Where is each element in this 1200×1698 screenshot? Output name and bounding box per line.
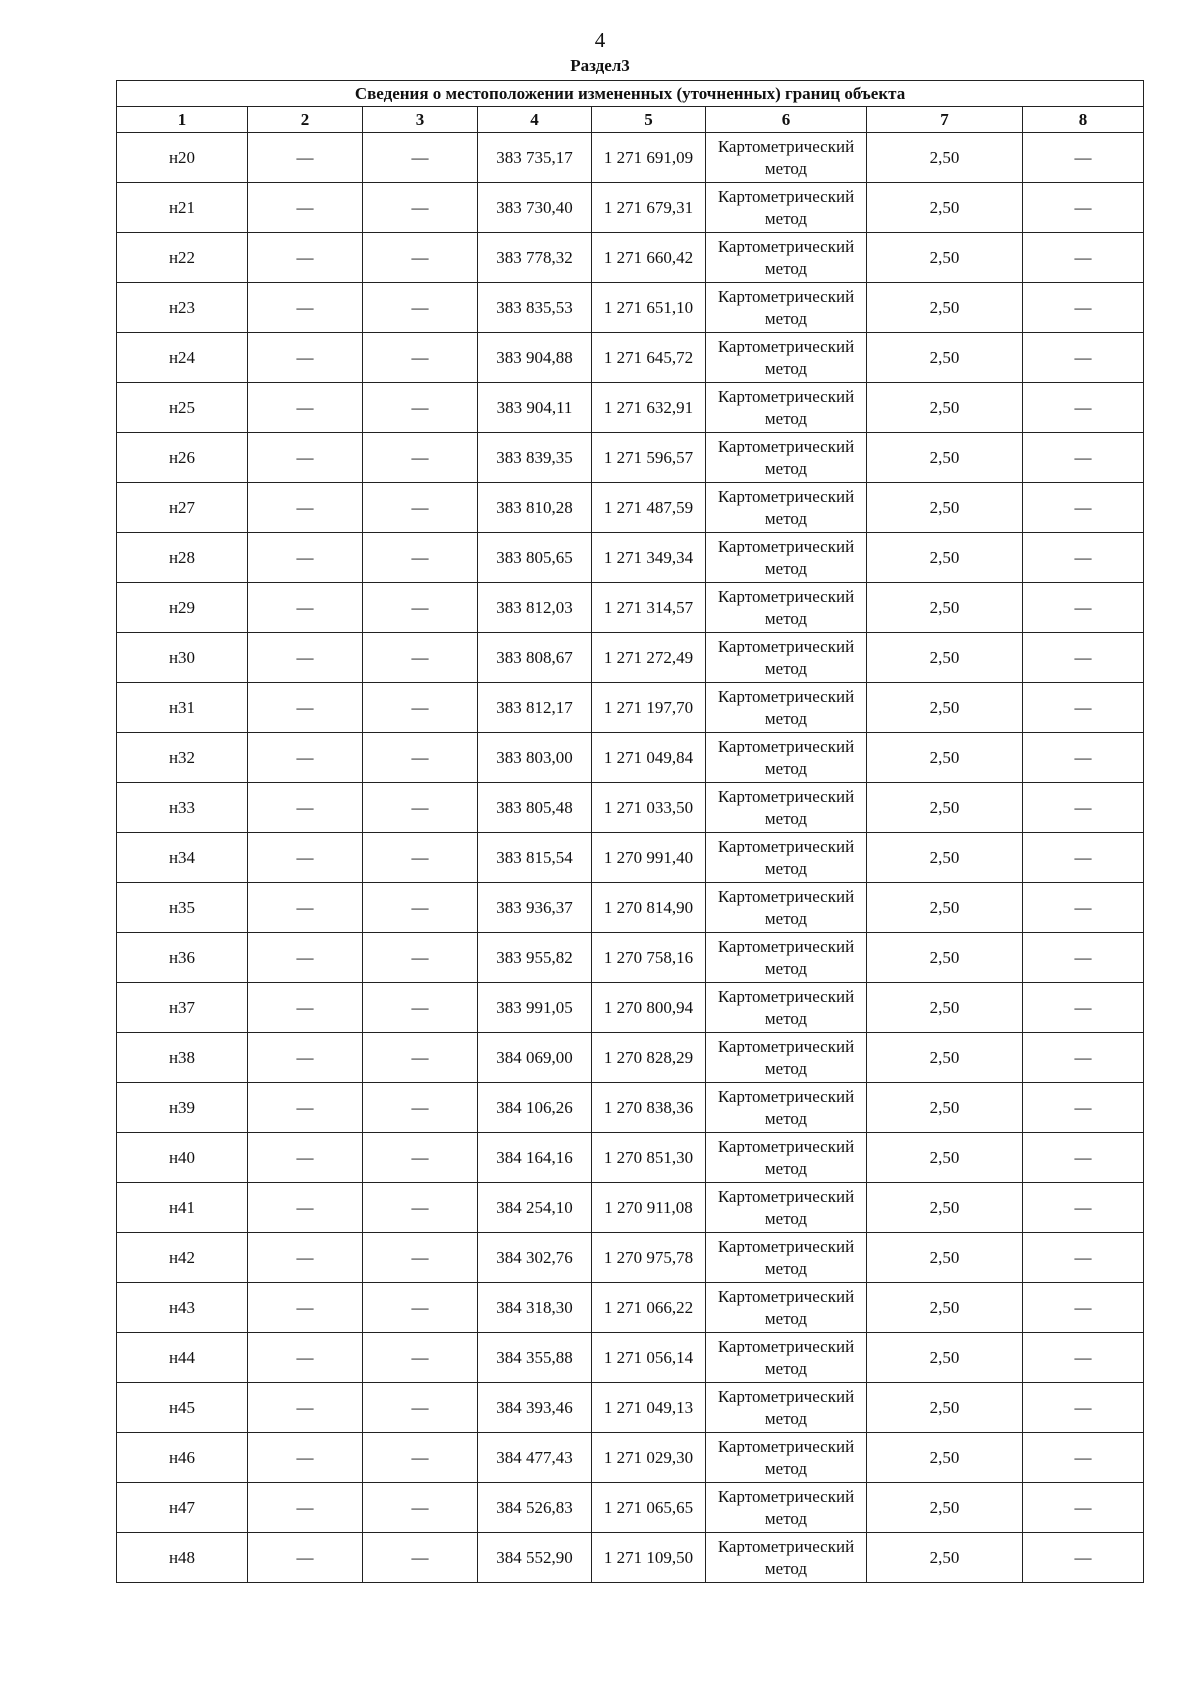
- x-coordinate-cell: 383 955,82: [478, 933, 592, 983]
- x-coordinate-cell: 384 069,00: [478, 1033, 592, 1083]
- col8-cell: —: [1023, 1283, 1144, 1333]
- table-row: [117, 1283, 1144, 1333]
- accuracy-cell: 2,50: [867, 683, 1023, 733]
- y-coordinate-cell: 1 271 109,50: [592, 1533, 706, 1583]
- y-coordinate-cell: 1 271 487,59: [592, 483, 706, 533]
- x-coordinate-cell: 384 318,30: [478, 1283, 592, 1333]
- col3-cell: —: [363, 583, 478, 633]
- col2-cell: —: [248, 783, 363, 833]
- column-header-4: 4: [478, 107, 592, 133]
- point-id-cell: н32: [117, 733, 248, 783]
- col8-cell: —: [1023, 933, 1144, 983]
- y-coordinate-cell: 1 271 679,31: [592, 183, 706, 233]
- accuracy-cell: 2,50: [867, 333, 1023, 383]
- method-cell: Картометрический метод: [706, 183, 867, 233]
- col8-cell: —: [1023, 383, 1144, 433]
- y-coordinate-cell: 1 271 632,91: [592, 383, 706, 433]
- col8-cell: —: [1023, 983, 1144, 1033]
- col3-cell: —: [363, 133, 478, 183]
- col3-cell: —: [363, 833, 478, 883]
- boundary-coordinates-table: [116, 80, 1144, 1583]
- col2-cell: —: [248, 1333, 363, 1383]
- point-id-cell: н48: [117, 1533, 248, 1583]
- x-coordinate-cell: 383 808,67: [478, 633, 592, 683]
- accuracy-cell: 2,50: [867, 283, 1023, 333]
- col2-cell: —: [248, 1133, 363, 1183]
- table-row: [117, 233, 1144, 283]
- accuracy-cell: 2,50: [867, 833, 1023, 883]
- column-number-row: [117, 107, 1144, 133]
- accuracy-cell: 2,50: [867, 1483, 1023, 1533]
- table-row: [117, 383, 1144, 433]
- table-row: [117, 783, 1144, 833]
- point-id-cell: н34: [117, 833, 248, 883]
- accuracy-cell: 2,50: [867, 133, 1023, 183]
- x-coordinate-cell: 383 904,88: [478, 333, 592, 383]
- x-coordinate-cell: 383 835,53: [478, 283, 592, 333]
- y-coordinate-cell: 1 271 272,49: [592, 633, 706, 683]
- col3-cell: —: [363, 783, 478, 833]
- y-coordinate-cell: 1 271 197,70: [592, 683, 706, 733]
- table-row: [117, 1033, 1144, 1083]
- x-coordinate-cell: 383 810,28: [478, 483, 592, 533]
- col2-cell: —: [248, 883, 363, 933]
- x-coordinate-cell: 383 936,37: [478, 883, 592, 933]
- col8-cell: —: [1023, 883, 1144, 933]
- table-row: [117, 1083, 1144, 1133]
- method-cell: Картометрический метод: [706, 983, 867, 1033]
- y-coordinate-cell: 1 271 049,84: [592, 733, 706, 783]
- col3-cell: —: [363, 1283, 478, 1333]
- table-row: [117, 333, 1144, 383]
- method-cell: Картометрический метод: [706, 783, 867, 833]
- accuracy-cell: 2,50: [867, 733, 1023, 783]
- point-id-cell: н40: [117, 1133, 248, 1183]
- table-row: [117, 1133, 1144, 1183]
- table-row: [117, 983, 1144, 1033]
- accuracy-cell: 2,50: [867, 783, 1023, 833]
- col3-cell: —: [363, 483, 478, 533]
- col8-cell: —: [1023, 1383, 1144, 1433]
- method-cell: Картометрический метод: [706, 733, 867, 783]
- method-cell: Картометрический метод: [706, 1483, 867, 1533]
- col8-cell: —: [1023, 1083, 1144, 1133]
- col3-cell: —: [363, 283, 478, 333]
- y-coordinate-cell: 1 271 645,72: [592, 333, 706, 383]
- col2-cell: —: [248, 1283, 363, 1333]
- y-coordinate-cell: 1 270 975,78: [592, 1233, 706, 1283]
- col8-cell: —: [1023, 233, 1144, 283]
- method-cell: Картометрический метод: [706, 1033, 867, 1083]
- x-coordinate-cell: 384 254,10: [478, 1183, 592, 1233]
- table-row: [117, 1433, 1144, 1483]
- x-coordinate-cell: 383 815,54: [478, 833, 592, 883]
- table-row: [117, 633, 1144, 683]
- accuracy-cell: 2,50: [867, 983, 1023, 1033]
- col8-cell: —: [1023, 483, 1144, 533]
- table-row: [117, 183, 1144, 233]
- method-cell: Картометрический метод: [706, 383, 867, 433]
- method-cell: Картометрический метод: [706, 433, 867, 483]
- accuracy-cell: 2,50: [867, 233, 1023, 283]
- col2-cell: —: [248, 1483, 363, 1533]
- col8-cell: —: [1023, 1133, 1144, 1183]
- method-cell: Картометрический метод: [706, 583, 867, 633]
- col2-cell: —: [248, 1383, 363, 1433]
- col8-cell: —: [1023, 833, 1144, 883]
- col8-cell: —: [1023, 433, 1144, 483]
- accuracy-cell: 2,50: [867, 533, 1023, 583]
- col3-cell: —: [363, 733, 478, 783]
- x-coordinate-cell: 383 778,32: [478, 233, 592, 283]
- point-id-cell: н44: [117, 1333, 248, 1383]
- col3-cell: —: [363, 383, 478, 433]
- col3-cell: —: [363, 533, 478, 583]
- method-cell: Картометрический метод: [706, 883, 867, 933]
- y-coordinate-cell: 1 271 314,57: [592, 583, 706, 633]
- accuracy-cell: 2,50: [867, 183, 1023, 233]
- accuracy-cell: 2,50: [867, 1383, 1023, 1433]
- point-id-cell: н24: [117, 333, 248, 383]
- x-coordinate-cell: 384 552,90: [478, 1533, 592, 1583]
- col8-cell: —: [1023, 183, 1144, 233]
- col8-cell: —: [1023, 583, 1144, 633]
- point-id-cell: н27: [117, 483, 248, 533]
- point-id-cell: н21: [117, 183, 248, 233]
- y-coordinate-cell: 1 271 349,34: [592, 533, 706, 583]
- y-coordinate-cell: 1 270 758,16: [592, 933, 706, 983]
- method-cell: Картометрический метод: [706, 1233, 867, 1283]
- col8-cell: —: [1023, 733, 1144, 783]
- point-id-cell: н36: [117, 933, 248, 983]
- table-row: [117, 283, 1144, 333]
- column-header-5: 5: [592, 107, 706, 133]
- table-row: [117, 1233, 1144, 1283]
- accuracy-cell: 2,50: [867, 1033, 1023, 1083]
- y-coordinate-cell: 1 271 056,14: [592, 1333, 706, 1383]
- table-row: [117, 1383, 1144, 1433]
- col2-cell: —: [248, 733, 363, 783]
- accuracy-cell: 2,50: [867, 583, 1023, 633]
- method-cell: Картометрический метод: [706, 1533, 867, 1583]
- col3-cell: —: [363, 1133, 478, 1183]
- table-row: [117, 533, 1144, 583]
- point-id-cell: н22: [117, 233, 248, 283]
- col2-cell: —: [248, 433, 363, 483]
- column-header-7: 7: [867, 107, 1023, 133]
- point-id-cell: н41: [117, 1183, 248, 1233]
- method-cell: Картометрический метод: [706, 1333, 867, 1383]
- table-row: [117, 933, 1144, 983]
- col3-cell: —: [363, 1333, 478, 1383]
- y-coordinate-cell: 1 270 800,94: [592, 983, 706, 1033]
- point-id-cell: н23: [117, 283, 248, 333]
- x-coordinate-cell: 383 812,03: [478, 583, 592, 633]
- point-id-cell: н25: [117, 383, 248, 433]
- col8-cell: —: [1023, 1533, 1144, 1583]
- accuracy-cell: 2,50: [867, 433, 1023, 483]
- col3-cell: —: [363, 1183, 478, 1233]
- point-id-cell: н28: [117, 533, 248, 583]
- y-coordinate-cell: 1 271 033,50: [592, 783, 706, 833]
- y-coordinate-cell: 1 271 066,22: [592, 1283, 706, 1333]
- col8-cell: —: [1023, 533, 1144, 583]
- table-row: [117, 583, 1144, 633]
- accuracy-cell: 2,50: [867, 633, 1023, 683]
- method-cell: Картометрический метод: [706, 1283, 867, 1333]
- method-cell: Картометрический метод: [706, 683, 867, 733]
- col8-cell: —: [1023, 1233, 1144, 1283]
- table-caption: Сведения о местоположении измененных (уточненных) границ объекта: [117, 81, 1144, 107]
- col2-cell: —: [248, 683, 363, 733]
- col3-cell: —: [363, 1233, 478, 1283]
- accuracy-cell: 2,50: [867, 1233, 1023, 1283]
- method-cell: Картометрический метод: [706, 283, 867, 333]
- col8-cell: —: [1023, 1183, 1144, 1233]
- table-row: [117, 833, 1144, 883]
- col8-cell: —: [1023, 133, 1144, 183]
- col2-cell: —: [248, 1433, 363, 1483]
- table-row: [117, 483, 1144, 533]
- accuracy-cell: 2,50: [867, 933, 1023, 983]
- table-row: [117, 1183, 1144, 1233]
- col3-cell: —: [363, 683, 478, 733]
- column-header-1: 1: [117, 107, 248, 133]
- x-coordinate-cell: 384 302,76: [478, 1233, 592, 1283]
- accuracy-cell: 2,50: [867, 1133, 1023, 1183]
- col2-cell: —: [248, 133, 363, 183]
- method-cell: Картометрический метод: [706, 1433, 867, 1483]
- y-coordinate-cell: 1 270 814,90: [592, 883, 706, 933]
- method-cell: Картометрический метод: [706, 1183, 867, 1233]
- col8-cell: —: [1023, 1033, 1144, 1083]
- y-coordinate-cell: 1 271 660,42: [592, 233, 706, 283]
- col3-cell: —: [363, 883, 478, 933]
- method-cell: Картометрический метод: [706, 1383, 867, 1433]
- col8-cell: —: [1023, 1433, 1144, 1483]
- x-coordinate-cell: 384 106,26: [478, 1083, 592, 1133]
- col3-cell: —: [363, 183, 478, 233]
- x-coordinate-cell: 383 805,65: [478, 533, 592, 583]
- col8-cell: —: [1023, 683, 1144, 733]
- accuracy-cell: 2,50: [867, 1433, 1023, 1483]
- col2-cell: —: [248, 1533, 363, 1583]
- table-row: [117, 1533, 1144, 1583]
- col3-cell: —: [363, 1433, 478, 1483]
- x-coordinate-cell: 384 477,43: [478, 1433, 592, 1483]
- col2-cell: —: [248, 233, 363, 283]
- accuracy-cell: 2,50: [867, 383, 1023, 433]
- point-id-cell: н38: [117, 1033, 248, 1083]
- col2-cell: —: [248, 833, 363, 883]
- col8-cell: —: [1023, 333, 1144, 383]
- col2-cell: —: [248, 533, 363, 583]
- col8-cell: —: [1023, 783, 1144, 833]
- col2-cell: —: [248, 383, 363, 433]
- col3-cell: —: [363, 633, 478, 683]
- accuracy-cell: 2,50: [867, 1333, 1023, 1383]
- y-coordinate-cell: 1 270 828,29: [592, 1033, 706, 1083]
- col3-cell: —: [363, 333, 478, 383]
- col2-cell: —: [248, 483, 363, 533]
- y-coordinate-cell: 1 271 065,65: [592, 1483, 706, 1533]
- accuracy-cell: 2,50: [867, 483, 1023, 533]
- col3-cell: —: [363, 433, 478, 483]
- table-row: [117, 883, 1144, 933]
- x-coordinate-cell: 383 904,11: [478, 383, 592, 433]
- x-coordinate-cell: 383 803,00: [478, 733, 592, 783]
- x-coordinate-cell: 383 812,17: [478, 683, 592, 733]
- column-header-6: 6: [706, 107, 867, 133]
- point-id-cell: н45: [117, 1383, 248, 1433]
- y-coordinate-cell: 1 270 991,40: [592, 833, 706, 883]
- x-coordinate-cell: 384 526,83: [478, 1483, 592, 1533]
- point-id-cell: н39: [117, 1083, 248, 1133]
- table-row: [117, 1333, 1144, 1383]
- x-coordinate-cell: 383 805,48: [478, 783, 592, 833]
- point-id-cell: н47: [117, 1483, 248, 1533]
- col2-cell: —: [248, 1033, 363, 1083]
- col8-cell: —: [1023, 633, 1144, 683]
- accuracy-cell: 2,50: [867, 1083, 1023, 1133]
- col2-cell: —: [248, 1183, 363, 1233]
- y-coordinate-cell: 1 271 029,30: [592, 1433, 706, 1483]
- x-coordinate-cell: 384 164,16: [478, 1133, 592, 1183]
- column-header-3: 3: [363, 107, 478, 133]
- col8-cell: —: [1023, 1333, 1144, 1383]
- method-cell: Картометрический метод: [706, 533, 867, 583]
- table-row: [117, 683, 1144, 733]
- point-id-cell: н30: [117, 633, 248, 683]
- page-number: 4: [594, 28, 606, 52]
- point-id-cell: н46: [117, 1433, 248, 1483]
- method-cell: Картометрический метод: [706, 1133, 867, 1183]
- col2-cell: —: [248, 1233, 363, 1283]
- col3-cell: —: [363, 1483, 478, 1533]
- method-cell: Картометрический метод: [706, 333, 867, 383]
- column-header-2: 2: [248, 107, 363, 133]
- col2-cell: —: [248, 333, 363, 383]
- col3-cell: —: [363, 933, 478, 983]
- table-row: [117, 733, 1144, 783]
- point-id-cell: н42: [117, 1233, 248, 1283]
- x-coordinate-cell: 384 355,88: [478, 1333, 592, 1383]
- col8-cell: —: [1023, 1483, 1144, 1533]
- col3-cell: —: [363, 1383, 478, 1433]
- method-cell: Картометрический метод: [706, 133, 867, 183]
- table-body: [117, 133, 1144, 1583]
- table-row: [117, 433, 1144, 483]
- point-id-cell: н33: [117, 783, 248, 833]
- column-header-8: 8: [1023, 107, 1144, 133]
- point-id-cell: н35: [117, 883, 248, 933]
- x-coordinate-cell: 383 735,17: [478, 133, 592, 183]
- col2-cell: —: [248, 183, 363, 233]
- method-cell: Картометрический метод: [706, 1083, 867, 1133]
- col2-cell: —: [248, 583, 363, 633]
- method-cell: Картометрический метод: [706, 483, 867, 533]
- accuracy-cell: 2,50: [867, 1283, 1023, 1333]
- method-cell: Картометрический метод: [706, 633, 867, 683]
- y-coordinate-cell: 1 271 596,57: [592, 433, 706, 483]
- col3-cell: —: [363, 1033, 478, 1083]
- col8-cell: —: [1023, 283, 1144, 333]
- accuracy-cell: 2,50: [867, 1183, 1023, 1233]
- table-row: [117, 133, 1144, 183]
- col2-cell: —: [248, 983, 363, 1033]
- col3-cell: —: [363, 1533, 478, 1583]
- y-coordinate-cell: 1 270 851,30: [592, 1133, 706, 1183]
- accuracy-cell: 2,50: [867, 883, 1023, 933]
- point-id-cell: н20: [117, 133, 248, 183]
- col2-cell: —: [248, 933, 363, 983]
- col2-cell: —: [248, 633, 363, 683]
- col3-cell: —: [363, 233, 478, 283]
- y-coordinate-cell: 1 271 049,13: [592, 1383, 706, 1433]
- col3-cell: —: [363, 1083, 478, 1133]
- y-coordinate-cell: 1 271 691,09: [592, 133, 706, 183]
- table-row: [117, 1483, 1144, 1533]
- col2-cell: —: [248, 283, 363, 333]
- col3-cell: —: [363, 983, 478, 1033]
- method-cell: Картометрический метод: [706, 233, 867, 283]
- y-coordinate-cell: 1 270 911,08: [592, 1183, 706, 1233]
- method-cell: Картометрический метод: [706, 833, 867, 883]
- x-coordinate-cell: 384 393,46: [478, 1383, 592, 1433]
- x-coordinate-cell: 383 730,40: [478, 183, 592, 233]
- section-title: Раздел3: [570, 56, 630, 75]
- point-id-cell: н43: [117, 1283, 248, 1333]
- accuracy-cell: 2,50: [867, 1533, 1023, 1583]
- point-id-cell: н31: [117, 683, 248, 733]
- col2-cell: —: [248, 1083, 363, 1133]
- x-coordinate-cell: 383 991,05: [478, 983, 592, 1033]
- point-id-cell: н29: [117, 583, 248, 633]
- y-coordinate-cell: 1 270 838,36: [592, 1083, 706, 1133]
- x-coordinate-cell: 383 839,35: [478, 433, 592, 483]
- point-id-cell: н26: [117, 433, 248, 483]
- y-coordinate-cell: 1 271 651,10: [592, 283, 706, 333]
- point-id-cell: н37: [117, 983, 248, 1033]
- method-cell: Картометрический метод: [706, 933, 867, 983]
